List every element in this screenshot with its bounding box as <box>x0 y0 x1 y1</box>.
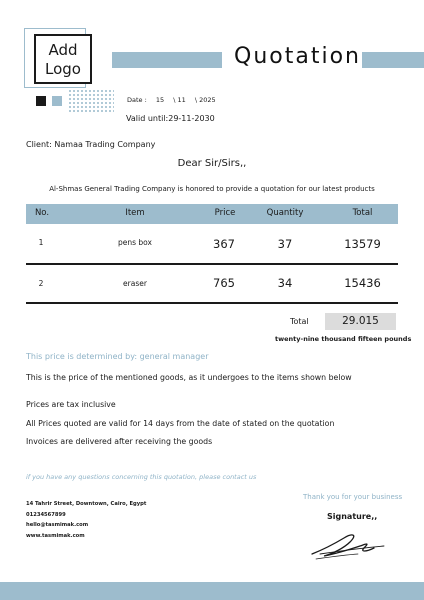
company-address: 14 Tahrir Street, Downtown, Cairo, Egypt <box>26 501 147 507</box>
logo-line-2: Logo <box>45 60 81 78</box>
tax-note: Prices are tax inclusive <box>26 400 116 409</box>
date-line <box>127 96 223 104</box>
title-bar-left <box>112 52 222 68</box>
validity-note: All Prices quoted are valid for 14 days from the date of stated on the quotation <box>26 419 335 428</box>
company-email: hello@tasmimak.com <box>26 522 89 528</box>
table-row-2-item: eraser <box>123 279 147 288</box>
intro-text: Al-Shmas General Trading Company is honored to provide a quotation for our latest products <box>49 185 375 193</box>
table-row-1-total: 13579 <box>344 237 381 251</box>
row-divider <box>26 302 398 304</box>
date-day: 15 <box>155 96 165 104</box>
table-row-1-price: 367 <box>213 237 235 251</box>
table-row-2-no: 2 <box>38 279 44 288</box>
decor-square-blue <box>52 96 62 106</box>
company-phone: 01234567899 <box>26 512 66 518</box>
total-label: Total <box>290 317 309 326</box>
thank-you-note: Thank you for your business <box>303 493 403 501</box>
date-label: Date : <box>127 96 147 104</box>
client-name: Client: Namaa Trading Company <box>26 140 156 149</box>
table-row-1-item: pens box <box>118 238 152 247</box>
date-month: \ 11 <box>173 96 186 104</box>
footer-bar <box>0 582 424 600</box>
contact-question: if you have any questions concerning this quotation, please contact us <box>26 473 257 481</box>
decor-square-dark <box>36 96 46 106</box>
table-row-2-total: 15436 <box>344 276 381 290</box>
column-header-no: No. <box>34 208 50 218</box>
total-in-words: twenty-nine thousand fifteen pounds <box>275 335 412 343</box>
valid-until: Valid until:29-11-2030 <box>126 114 215 123</box>
row-divider <box>26 263 398 265</box>
column-header-total: Total <box>352 208 373 218</box>
column-header-item: Item <box>125 208 145 218</box>
greeting: Dear Sir/Sirs,, <box>177 158 247 169</box>
column-header-price: Price <box>214 208 236 218</box>
logo <box>34 34 92 84</box>
logo-line-1: Add <box>48 41 78 59</box>
column-header-quantity: Quantity <box>266 208 304 218</box>
signature-scribble <box>300 524 390 564</box>
date-year: \ 2025 <box>194 96 216 104</box>
decor-dot-grid <box>68 89 114 113</box>
signature-label: Signature,, <box>327 512 378 521</box>
table-row-1-no: 1 <box>38 238 44 247</box>
determined-by: This price is determined by: general manager <box>26 352 209 361</box>
document-title: Quotation <box>234 44 361 69</box>
price-note: This is the price of the mentioned goods, as it undergoes to the items shown below <box>26 373 352 382</box>
total-value: 29.015 <box>325 313 396 330</box>
company-website: www.tasmimak.com <box>26 533 85 539</box>
delivery-note: Invoices are delivered after receiving the goods <box>26 437 213 446</box>
table-row-2-price: 765 <box>213 276 235 290</box>
table-row-2-quantity: 34 <box>277 276 293 290</box>
title-bar-right <box>362 52 424 68</box>
table-row-1-quantity: 37 <box>277 237 293 251</box>
